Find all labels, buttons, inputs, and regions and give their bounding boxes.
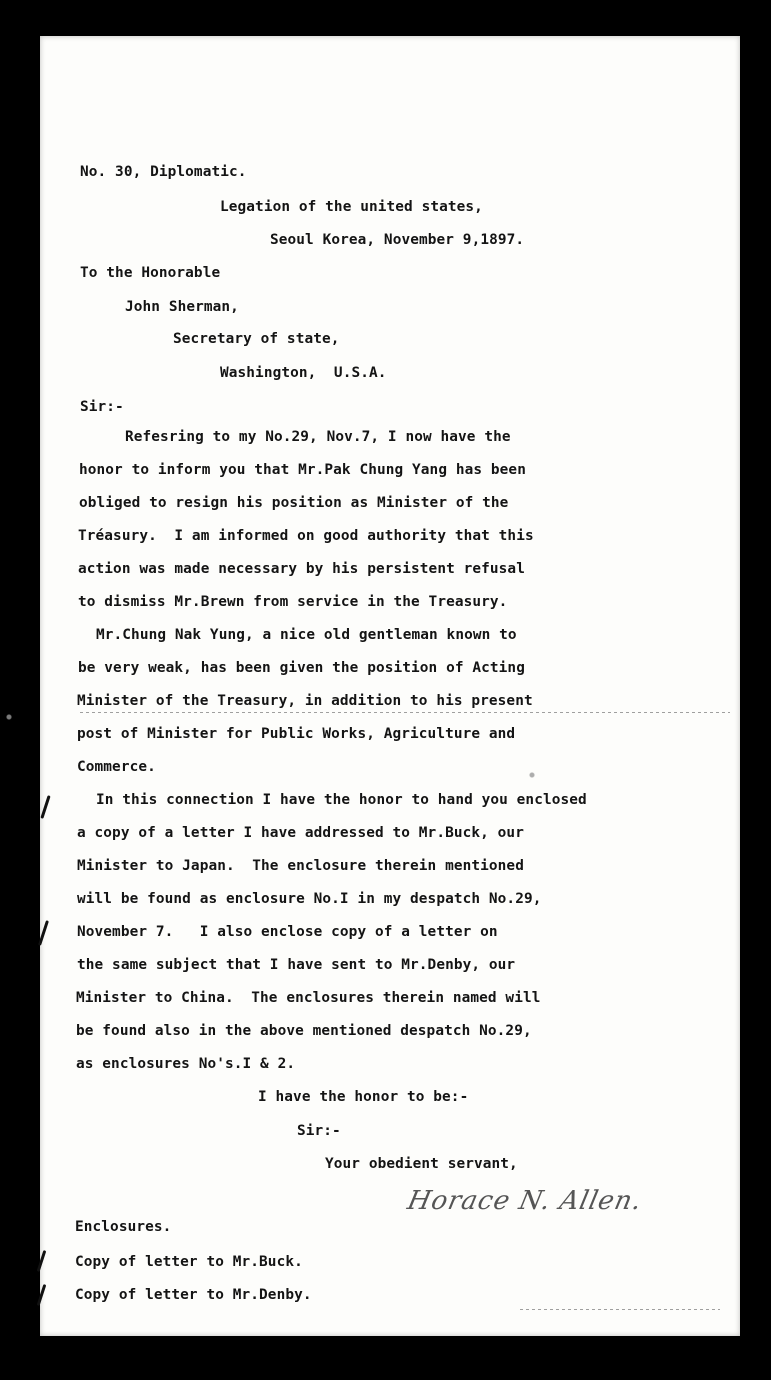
closing-line-3: Your obedient servant, bbox=[325, 1156, 518, 1172]
body-line: be very weak, has been given the position of Acting bbox=[78, 660, 525, 676]
closing-line-1: I have the honor to be:- bbox=[258, 1089, 469, 1105]
legation-heading: Legation of the united states, bbox=[220, 199, 483, 215]
addressee-line-2: John Sherman, bbox=[125, 299, 239, 315]
body-line: Mr.Chung Nak Yung, a nice old gentleman known to bbox=[96, 627, 517, 643]
body-line: Minister to China. The enclosures therein named will bbox=[76, 990, 541, 1006]
body-line: action was made necessary by his persistent refusal bbox=[78, 561, 525, 577]
body-line: to dismiss Mr.Brewn from service in the Treasury. bbox=[78, 594, 508, 610]
body-line: the same subject that I have sent to Mr.Denby, our bbox=[77, 957, 516, 973]
body-line: Tréasury. I am informed on good authority that this bbox=[78, 528, 534, 544]
enclosure-item: Copy of letter to Mr.Denby. bbox=[75, 1287, 312, 1303]
scan-scratch bbox=[80, 712, 730, 713]
addressee-line-4: Washington, U.S.A. bbox=[220, 365, 387, 381]
salutation: Sir:- bbox=[80, 399, 124, 415]
body-line: Refesring to my No.29, Nov.7, I now have the bbox=[125, 429, 511, 445]
body-line: Minister of the Treasury, in addition to his present bbox=[77, 693, 533, 709]
dispatch-number: No. 30, Diplomatic. bbox=[80, 164, 247, 180]
handwritten-signature: Horace N. Allen. bbox=[404, 1186, 646, 1216]
closing-line-2: Sir:- bbox=[297, 1123, 341, 1139]
body-line: In this connection I have the honor to hand you enclosed bbox=[96, 792, 587, 808]
addressee-line-3: Secretary of state, bbox=[173, 331, 340, 347]
enclosures-heading: Enclosures. bbox=[75, 1219, 172, 1235]
body-line: November 7. I also enclose copy of a letter on bbox=[77, 924, 498, 940]
body-line: will be found as enclosure No.I in my despatch No.29, bbox=[77, 891, 542, 907]
scan-speck bbox=[527, 770, 537, 780]
letter-page bbox=[40, 36, 740, 1336]
body-line: Minister to Japan. The enclosure therein mentioned bbox=[77, 858, 524, 874]
body-line: be found also in the above mentioned despatch No.29, bbox=[76, 1023, 532, 1039]
body-line: obliged to resign his position as Minister of the bbox=[79, 495, 509, 511]
body-line: Commerce. bbox=[77, 759, 156, 775]
body-line: honor to inform you that Mr.Pak Chung Yang has been bbox=[79, 462, 526, 478]
body-line: a copy of a letter I have addressed to Mr.Buck, our bbox=[77, 825, 524, 841]
place-and-date: Seoul Korea, November 9,1897. bbox=[270, 232, 525, 248]
enclosure-item: Copy of letter to Mr.Buck. bbox=[75, 1254, 303, 1270]
body-line: as enclosures No's.I & 2. bbox=[76, 1056, 296, 1072]
scan-speck bbox=[4, 712, 14, 722]
body-line: post of Minister for Public Works, Agriculture and bbox=[77, 726, 516, 742]
addressee-line-1: To the Honorable bbox=[80, 265, 221, 281]
scan-scratch bbox=[520, 1309, 720, 1310]
